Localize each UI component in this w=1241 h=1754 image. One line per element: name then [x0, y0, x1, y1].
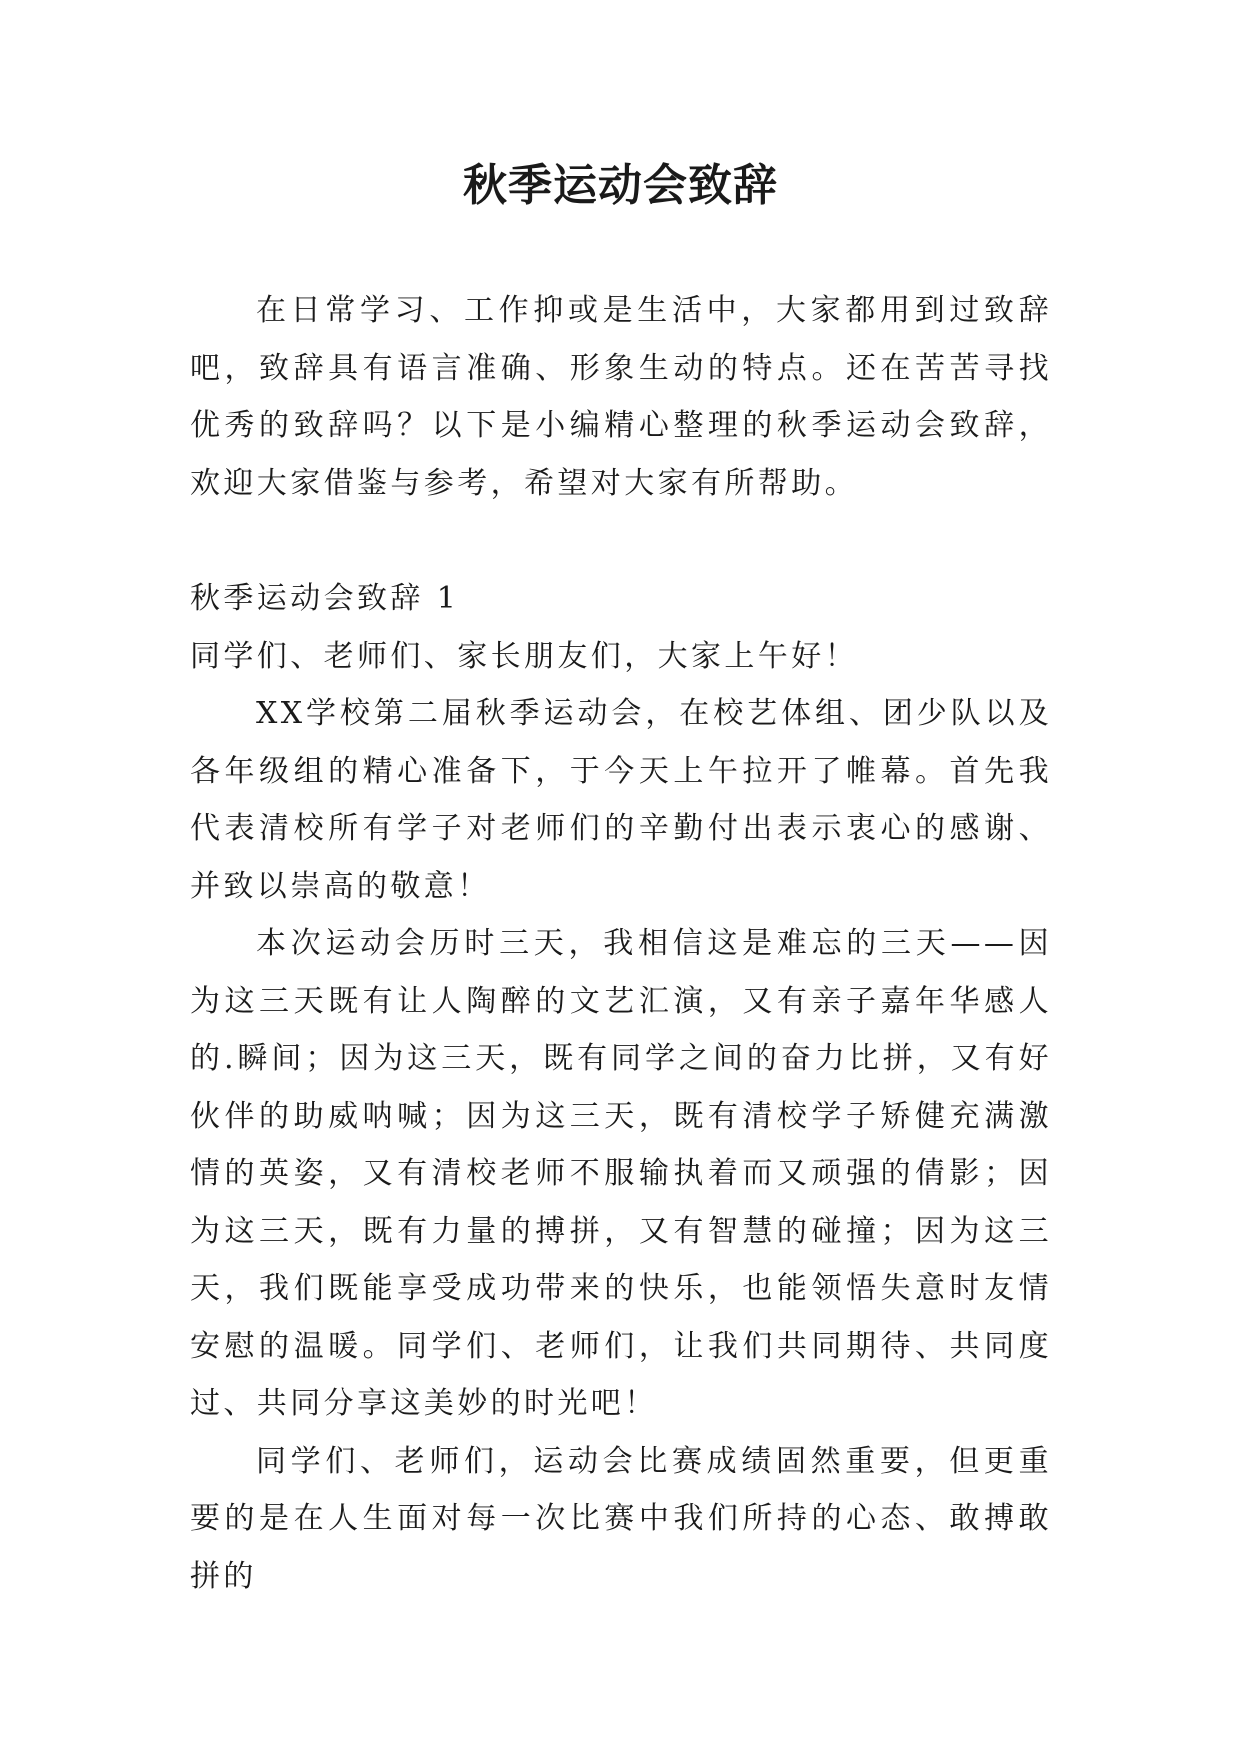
- body-paragraph-2: 本次运动会历时三天，我相信这是难忘的三天——因为这三天既有让人陶醉的文艺汇演，又有亲子嘉年华感人的.瞬间；因为这三天，既有同学之间的奋力比拼，又有好伙伴的助威呐喊；因为这三天，既有清校学子矫健充满激情的英姿，又有清校老师不服输执着而又顽强的倩影；因为这三天，既有力量的搏拼，又有智慧的碰撞；因为这三天，我们既能享受成功带来的快乐，也能领悟失意时友情安慰的温暖。同学们、老师们，让我们共同期待、共同度过、共同分享这美妙的时光吧！: [190, 926, 1052, 1421]
- document-title: 秋季运动会致辞: [463, 160, 778, 211]
- greeting-line: 同学们、老师们、家长朋友们，大家上午好！: [190, 638, 858, 674]
- body-paragraph-3: 同学们、老师们，运动会比赛成绩固然重要，但更重要的是在人生面对每一次比赛中我们所持的心态、敢搏敢拼的: [190, 1443, 1052, 1594]
- intro-paragraph: 在日常学习、工作抑或是生活中，大家都用到过致辞吧，致辞具有语言准确、形象生动的特点。还在苦苦寻找优秀的致辞吗？以下是小编精心整理的秋季运动会致辞，欢迎大家借鉴与参考，希望对大家有所帮助。: [190, 293, 1052, 501]
- section-heading: 秋季运动会致辞 1: [190, 581, 460, 616]
- body-paragraph-1: XX学校第二届秋季运动会，在校艺体组、团少队以及各年级组的精心准备下，于今天上午拉开了帷幕。首先我代表清校所有学子对老师们的辛勤付出表示衷心的感谢、并致以崇高的敬意！: [190, 696, 1052, 904]
- document-body: [190, 282, 1052, 1605]
